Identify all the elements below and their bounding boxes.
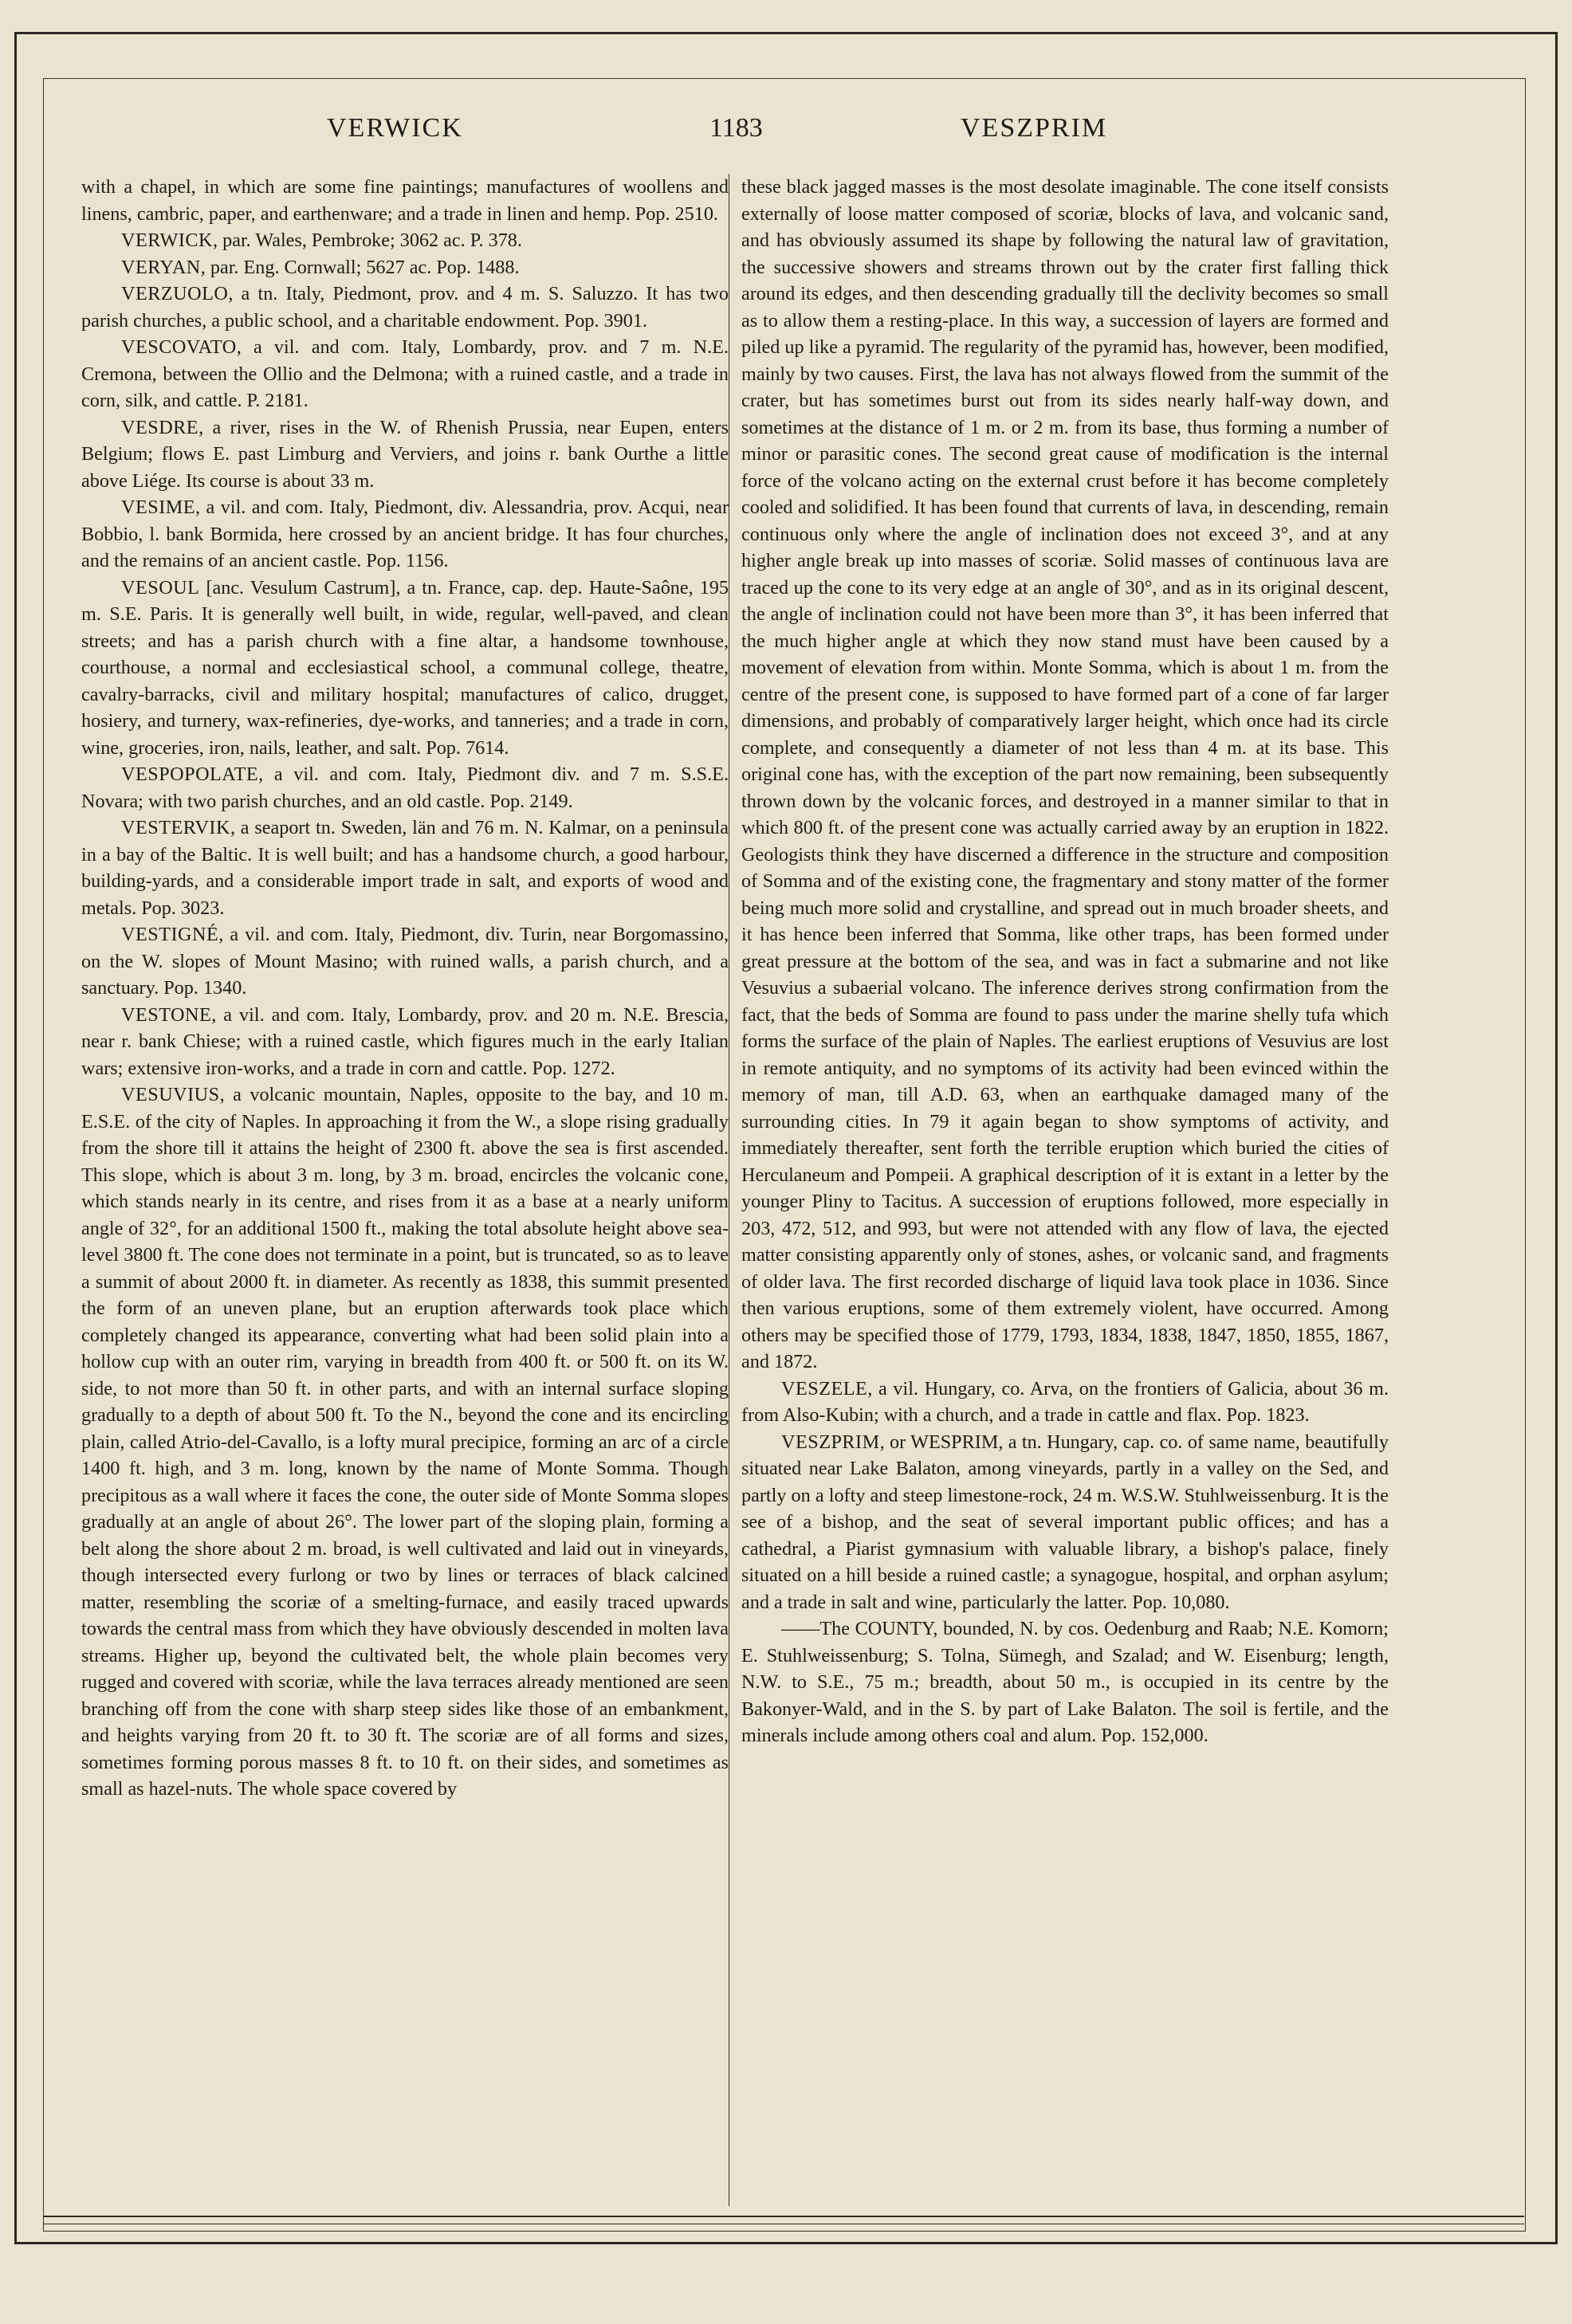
gazetteer-entry xyxy=(81,281,729,334)
entry-text: , a volcanic mountain, Naples, opposite to the bay, and 10 m. E.S.E. of the city of Naples. In approaching it from the W., a slope rising gradually from the shore till it attains the height of 2300 ft. above the sea is first ascended. This slope, which is about 3 m. long, by 3 m. broad, encircles the volcanic cone, which stands nearly in its centre, and rises from it as a base at a nearly uniform angle of 32°, for an additional 1500 ft., making the total absolute height above sea-level 3800 ft. The cone does not terminate in a point, but is truncated, so as to leave a summit of about 2000 ft. in diameter. As recently as 1838, this summit presented the form of an uneven plane, but an eruption afterwards took place which completely changed its appearance, converting what had been solid plain into a hollow cup with an outer rim, varying in breadth from 400 ft. or 500 ft. on its W. side, to not more than 50 ft. in other parts, and with an internal surface sloping gradually to a depth of about 500 ft. To the N., beyond the cone and its encircling plain, called Atrio-del-Cavallo, is a lofty mural precipice, forming an arc of a circle 1400 ft. high, and 3 m. long, known by the name of Monte Somma. Though precipitous as a wall where it faces the cone, the outer side of Monte Somma slopes gradually at an angle of about 26°. The lower part of the sloping plain, forming a belt along the shore about 2 m. broad, is well cultivated and laid out in vineyards, though intersected every furlong or two by lines or terraces of black calcined matter, resembling the scoriæ of a smelting-furnace, and easily traced upwards towards the central mass from which they have obviously descended in molten lava streams. Higher up, beyond the cultivated belt, the whole plain becomes very rugged and covered with scoriæ, while the lava terraces already mentioned are seen branching off from the cone with sharp steep sides like those of an embankment, and heights varying from 20 ft. to 30 ft. The scoriæ are of all forms and sizes, sometimes forming porous masses 8 ft. to 10 ft. on their sides, and sometimes as small as hazel-nuts. The whole space covered by xyxy=(81,1084,729,1800)
header-left-word: VERWICK xyxy=(327,113,463,143)
bottom-rule xyxy=(43,2216,1524,2224)
entry-text: , a vil. and com. Italy, Piedmont, div. Alessandria, prov. Acqui, near Bobbio, l. bank Bormida, here crossed by an ancient bridge. It has four churches, and the remains of an ancient castle. Pop. 1156. xyxy=(81,497,729,571)
entry-text: , a vil. Hungary, co. Arva, on the frontiers of Galicia, about 36 m. from Also-Kubin; with a church, and a trade in cattle and flax. Pop. 1823. xyxy=(741,1377,1389,1426)
entry-headword: VESTERVIK xyxy=(121,817,230,838)
gazetteer-entry xyxy=(81,575,729,762)
entry-headword: VERWICK xyxy=(121,230,214,251)
entry-text: [anc. Vesulum Castrum], a tn. France, cap. dep. Haute-Saône, 195 m. S.E. Paris. It is generally well built, in wide, regular, well-paved, and clean streets; and has a parish church with a fine altar, a handsome townhouse, courthouse, a normal and ecclesiastical school, a communal college, theatre, cavalry-barracks, civil and military hospital; manufactures of calico, drugget, hosiery, and turnery, wax-refineries, dye-works, and tanneries; and a trade in corn, wine, groceries, iron, nails, leather, and salt. Pop. 7614. xyxy=(81,576,729,759)
gazetteer-entry xyxy=(81,227,729,254)
entry-text: , par. Wales, Pembroke; 3062 ac. P. 378. xyxy=(213,230,522,251)
entry-text: , a vil. and com. Italy, Lombardy, prov. and 7 m. N.E. Cremona, between the Ollio and the Delmona; with a ruined castle, and a trade in corn, silk, and cattle. P. 2181. xyxy=(81,336,729,411)
entry-text: , a vil. and com. Italy, Lombardy, prov. and 20 m. N.E. Brescia, near r. bank Chiese; with a ruined castle, which figures much in the early Italian wars; extensive iron-works, and a trade in corn and cattle. Pop. 1272. xyxy=(81,1003,729,1079)
entry-text: these black jagged masses is the most desolate imaginable. The cone itself consists externally of loose matter composed of scoriæ, blocks of lava, and volcanic sand, and has obviously assumed its shape by following the natural law of gravitation, the successive showers and streams thrown out by the crater first falling thick around its edges, and then descending gradually till the declivity becomes so small as to allow them a resting-place. In this way, a succession of layers are formed and piled up like a pyramid. The regularity of the pyramid has, however, been modified, mainly by two causes. First, the lava has not always flowed from the summit of the crater, but has sometimes burst out from its sides nearly half-way down, and sometimes at the distance of 1 m. or 2 m. from its base, thus forming a number of minor or parasitic cones. The second great cause of modification is the internal force of the volcano acting on the external crust before it has become completely cooled and solidified. It has been found that currents of lava, in descending, remain continuous only where the angle of inclination does not exceed 3°, and at any higher angle break up into masses of scoriæ. Solid masses of continuous lava are traced up the cone to its very edge at an angle of 30°, and as in its original descent, the angle of inclination could not have been more than 3°, it has been inferred that the much higher angle at which they now stand must have been caused by a movement of elevation from within. Monte Somma, which is about 1 m. from the centre of the present cone, is supposed to have formed part of a cone of far larger dimensions, and probably of comparatively larger height, which once had its circle complete, and consequently a diameter of not less than 4 m. at its base. This original cone has, with the exception of the part now remaining, been subsequently thrown down by the volcanic forces, and destroyed in a manner similar to that in which 800 ft. of the present cone was actually carried away by an eruption in 1822. Geologists think they have discerned a difference in the structure and composition of Somma and of the existing cone, the fragmentary and stony matter of the former being much more solid and crystalline, and spread out in much broader sheets, and it has hence been inferred that Somma, like other traps, has been formed under great pressure at the bottom of the sea, and was in fact a submarine and not like Vesuvius a subaerial volcano. The inference derives strong confirmation from the fact, that the beds of Somma are found to pass under the marine shelly tufa which forms the surface of the plain of Naples. The earliest eruptions of Vesuvius are lost in remote antiquity, and no symptoms of its activity had been evinced within the memory of man, till A.D. 63, when an earthquake damaged many of the surrounding cities. In 79 it again began to show symptoms of activity, and immediately thereafter, sent forth the terrible eruption which buried the cities of Herculaneum and Pompeii. A graphical description of it is extant in a letter by the younger Pliny to Tacitus. A succession of eruptions followed, more especially in 203, 472, 512, and 993, but were not attended with any flow of lava, the ejected matter consisting apparently only of stones, ashes, or volcanic sand, and fragments of older lava. The first recorded discharge of liquid lava took place in 1036. Since then various eruptions, some of them extremely violent, have occurred. Among others may be specified those of 1779, 1793, 1834, 1838, 1847, 1850, 1855, 1867, and 1872. xyxy=(741,176,1389,1372)
entry-text: , a vil. and com. Italy, Piedmont, div. Turin, near Borgomassino, on the W. slopes of Mount Masino; with ruined walls, a parish church, and a sanctuary. Pop. 1340. xyxy=(81,924,729,999)
gazetteer-entry xyxy=(81,815,729,921)
gazetteer-entry xyxy=(81,334,729,414)
entry-text: , a river, rises in the W. of Rhenish Prussia, near Eupen, enters Belgium; flows E. past Limburg and Verviers, and joins r. bank Ourthe a little above Liége. Its course is about 33 m. xyxy=(81,416,729,492)
entry-headword: VESTIGNÉ xyxy=(121,924,219,945)
running-header xyxy=(64,113,1499,153)
gazetteer-entry xyxy=(81,921,729,1002)
entry-text: with a chapel, in which are some fine paintings; manufactures of woollens and linens, cambric, paper, and earthenware; and a trade in linen and hemp. Pop. 2510. xyxy=(81,176,729,225)
entry-text: ——The COUNTY, bounded, N. by cos. Oedenburg and Raab; N.E. Komorn; E. Stuhlweissenburg; S. Tolna, Sümegh, and Szalad; and W. Eisenburg; length, N.W. to S.E., 75 m.; breadth, about 50 m., is occupied in its centre by the Bakonyer-Wald, and in the S. by part of Lake Balaton. The soil is fertile, and the minerals include among others coal and alum. Pop. 152,000. xyxy=(741,1618,1389,1746)
gazetteer-entry xyxy=(741,1429,1389,1616)
gazetteer-entry xyxy=(741,1376,1389,1429)
entry-headword: VERYAN xyxy=(121,256,201,278)
entry-headword: VESTONE xyxy=(121,1003,212,1026)
gazetteer-entry xyxy=(741,1615,1389,1749)
entry-headword: VERZUOLO xyxy=(121,283,229,304)
gazetteer-entry xyxy=(81,254,729,281)
gazetteer-entry xyxy=(81,174,729,227)
entry-headword: VESCOVATO xyxy=(121,336,237,358)
right-column xyxy=(741,174,1389,1749)
entry-text: , par. Eng. Cornwall; 5627 ac. Pop. 1488. xyxy=(200,256,520,278)
entry-text: , a seaport tn. Sweden, län and 76 m. N. Kalmar, on a peninsula in a bay of the Baltic. It is well built; and has a handsome church, a good harbour, building-yards, and a considerable import trade in salt, and exports of wood and metals. Pop. 3023. xyxy=(81,817,729,919)
header-right-word: VESZPRIM xyxy=(961,113,1108,143)
gazetteer-entry xyxy=(81,494,729,575)
entry-text: , or WESPRIM, a tn. Hungary, cap. co. of same name, beautifully situated near Lake Balaton, among vineyards, partly in a valley on the Sed, and partly on a lofty and steep limestone-rock, 24 m. W.S.W. Stuhlweissenburg. It is the see of a bishop, and the seat of several important public offices; and has a cathedral, a Piarist gymnasium with valuable library, a bishop's palace, finely situated on a hill beside a ruined castle; a synagogue, hospital, and orphan asylum; and a trade in salt and wine, particularly the latter. Pop. 10,080. xyxy=(741,1431,1389,1613)
gazetteer-entry xyxy=(81,1002,729,1082)
entry-headword: VESZPRIM xyxy=(781,1431,880,1453)
gazetteer-entry xyxy=(81,1082,729,1803)
entry-headword: VESIME xyxy=(121,497,196,518)
entry-headword: VESOUL xyxy=(121,576,200,599)
entry-headword: VESZELE xyxy=(781,1377,868,1400)
left-column xyxy=(81,174,729,1803)
gazetteer-entry xyxy=(741,174,1389,1376)
entry-text: , a vil. and com. Italy, Piedmont div. and 7 m. S.S.E. Novara; with two parish churches, and an old castle. Pop. 2149. xyxy=(81,764,729,812)
gazetteer-entry xyxy=(81,414,729,495)
page-number: 1183 xyxy=(709,113,763,143)
gazetteer-entry xyxy=(81,761,729,815)
entry-headword: VESDRE xyxy=(121,416,199,438)
entry-text: , a tn. Italy, Piedmont, prov. and 4 m. S. Saluzzo. It has two parish churches, a public school, and a charitable endowment. Pop. 3901. xyxy=(81,283,729,332)
entry-headword: VESUVIUS xyxy=(121,1084,220,1105)
entry-headword: VESPOPOLATE xyxy=(121,764,259,785)
